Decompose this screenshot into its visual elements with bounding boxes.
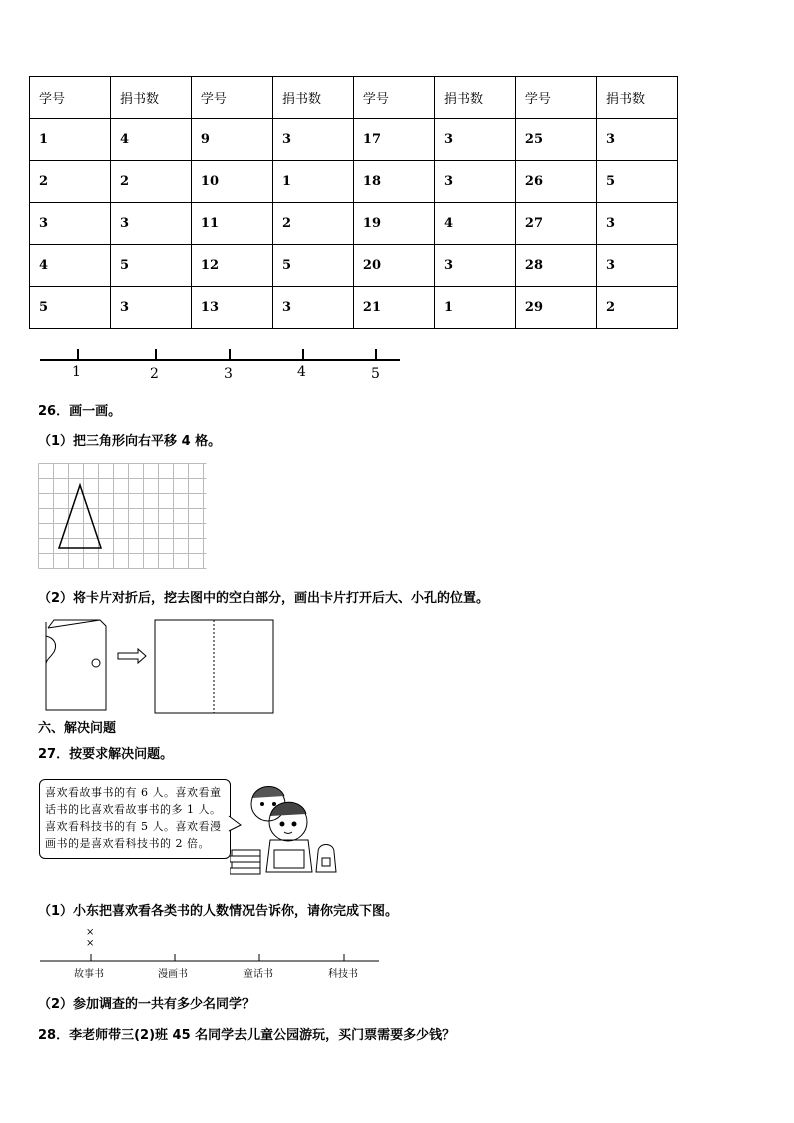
header-cell: 捐书数	[110, 77, 191, 119]
section-6-title: 六、解决问题	[38, 721, 117, 736]
tick-label: 2	[150, 366, 159, 382]
speech-line: 喜欢看科技书的有 5 人。喜欢看漫	[45, 820, 222, 833]
x-mark: ×	[86, 927, 95, 938]
x-mark: ×	[86, 938, 95, 949]
table-cell: 5	[272, 245, 353, 287]
table-cell: 18	[353, 161, 434, 203]
table-cell: 1	[434, 287, 515, 329]
tick-label: 3	[224, 366, 233, 382]
header-cell: 学号	[353, 77, 434, 119]
table-cell: 5	[110, 245, 191, 287]
table-cell: 3	[434, 119, 515, 161]
table-cell: 10	[191, 161, 272, 203]
donation-table	[29, 76, 678, 329]
folded-card	[46, 620, 106, 710]
header-cell: 捐书数	[272, 77, 353, 119]
table-cell: 9	[191, 119, 272, 161]
category-label: 漫画书	[158, 969, 188, 980]
table-cell: 29	[515, 287, 596, 329]
table-cell: 13	[191, 287, 272, 329]
triangle-grid	[38, 463, 208, 571]
table-cell: 2	[110, 161, 191, 203]
arrow-right-icon	[118, 649, 146, 663]
question-28-title: 28．李老师带三(2)班 45 名同学去儿童公园游玩，买门票需要多少钱？	[38, 1028, 456, 1043]
table-cell: 3	[596, 119, 677, 161]
table-cell: 1	[30, 119, 111, 161]
category-label: 故事书	[74, 969, 104, 980]
header-cell: 学号	[191, 77, 272, 119]
category-label: 童话书	[243, 969, 273, 980]
table-cell: 1	[272, 161, 353, 203]
table-cell: 4	[110, 119, 191, 161]
table-cell: 2	[596, 287, 677, 329]
tick-label: 1	[72, 364, 81, 380]
table-cell: 3	[272, 119, 353, 161]
table-cell: 20	[353, 245, 434, 287]
table-cell: 3	[434, 161, 515, 203]
table-cell: 28	[515, 245, 596, 287]
question-27-title: 27．按要求解决问题。	[38, 747, 174, 762]
table-cell: 5	[30, 287, 111, 329]
table-cell: 26	[515, 161, 596, 203]
children-illustration	[230, 780, 350, 880]
table-cell: 2	[272, 203, 353, 245]
table-row	[30, 245, 678, 287]
table-cell: 11	[191, 203, 272, 245]
header-cell: 捐书数	[596, 77, 677, 119]
table-cell: 25	[515, 119, 596, 161]
table-cell: 3	[30, 203, 111, 245]
table-cell: 4	[434, 203, 515, 245]
table-row	[30, 119, 678, 161]
table-row	[30, 161, 678, 203]
table-header-row	[30, 77, 678, 119]
header-cell: 学号	[515, 77, 596, 119]
speech-line: 喜欢看故事书的有 6 人。喜欢看童	[45, 786, 222, 799]
header-cell: 捐书数	[434, 77, 515, 119]
table-cell: 3	[110, 287, 191, 329]
speech-line: 话书的比喜欢看故事书的多 1 人。	[45, 803, 222, 816]
table-cell: 3	[434, 245, 515, 287]
table-cell: 17	[353, 119, 434, 161]
question-26-title: 26．画一画。	[38, 404, 122, 419]
card-fold-diagram	[40, 614, 276, 714]
table-cell: 3	[596, 245, 677, 287]
tick-label: 4	[297, 364, 306, 380]
header-cell: 学号	[30, 77, 111, 119]
opened-card	[155, 620, 273, 713]
table-cell: 12	[191, 245, 272, 287]
tick-label: 5	[371, 366, 380, 382]
question-27-part1: （1）小东把喜欢看各类书的人数情况告诉你，请你完成下图。	[38, 904, 399, 919]
question-26-part1: （1）把三角形向右平移 4 格。	[38, 434, 222, 449]
question-26-part2: （2）将卡片对折后，挖去图中的空白部分，画出卡片打开后大、小孔的位置。	[38, 591, 490, 606]
table-cell: 3	[272, 287, 353, 329]
table-cell: 19	[353, 203, 434, 245]
table-row	[30, 287, 678, 329]
speech-line: 画书的是喜欢看科技书的 2 倍。	[45, 837, 210, 850]
question-27-part2: （2）参加调查的一共有多少名同学？	[38, 997, 256, 1012]
speech-bubble	[39, 779, 231, 859]
dot-plot	[38, 926, 383, 982]
table-cell: 4	[30, 245, 111, 287]
table-cell: 3	[596, 203, 677, 245]
table-cell: 3	[110, 203, 191, 245]
table-row	[30, 203, 678, 245]
table-cell: 2	[30, 161, 111, 203]
table-cell: 5	[596, 161, 677, 203]
number-line-axis	[38, 344, 408, 364]
table-cell: 27	[515, 203, 596, 245]
number-line	[38, 344, 408, 386]
dot-plot-axis	[38, 950, 383, 964]
table-cell: 21	[353, 287, 434, 329]
category-label: 科技书	[328, 969, 358, 980]
